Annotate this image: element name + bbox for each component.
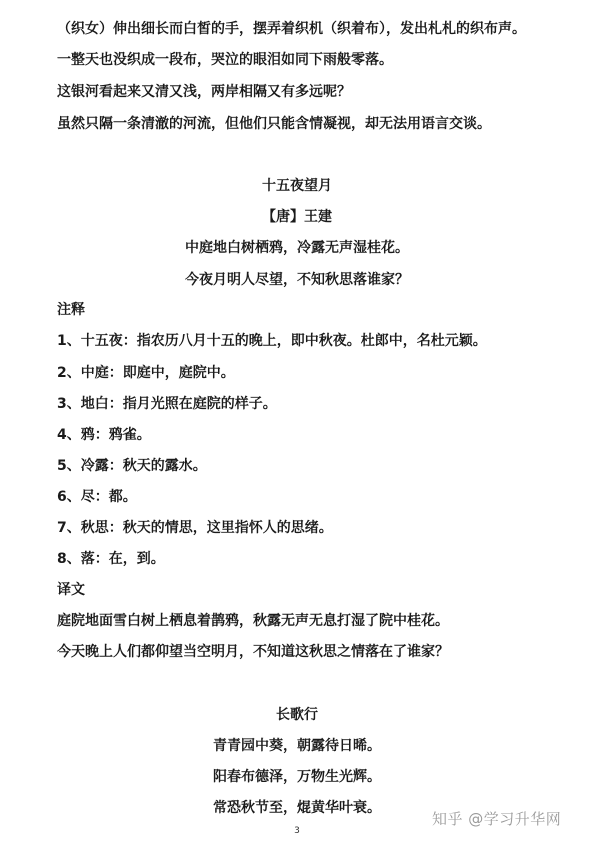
poem-verse: 青青园中葵，朝露待日晞。 xyxy=(213,738,381,754)
note-item: 3、地白：指月光照在庭院的样子。 xyxy=(57,396,277,412)
note-item: 4、鸦：鸦雀。 xyxy=(57,427,151,443)
intro-line: （织女）伸出细长而白皙的手，摆弄着织机（织着布），发出札札的织布声。 xyxy=(57,21,526,37)
poem-author: 【唐】王建 xyxy=(262,209,332,225)
page-number: 3 xyxy=(294,826,300,836)
intro-line: 虽然只隔一条清澈的河流，但他们只能含情凝视，却无法用语言交谈。 xyxy=(57,116,491,132)
poem-title: 长歌行 xyxy=(276,707,318,723)
intro-line: 这银河看起来又清又浅，两岸相隔又有多远呢？ xyxy=(57,84,351,100)
poem-verse: 中庭地白树栖鸦，冷露无声湿桂花。 xyxy=(185,240,409,256)
note-item: 2、中庭：即庭中，庭院中。 xyxy=(57,365,235,381)
poem-verse: 阳春布德泽，万物生光辉。 xyxy=(213,769,381,785)
watermark: 知乎 @学习升华网 xyxy=(432,810,562,828)
poem-verse: 今夜月明人尽望，不知秋思落谁家？ xyxy=(185,272,409,288)
translation-heading: 译文 xyxy=(57,582,85,598)
note-item: 5、冷露：秋天的露水。 xyxy=(57,458,207,474)
intro-line: 一整天也没织成一段布，哭泣的眼泪如同下雨般零落。 xyxy=(57,52,393,68)
note-item: 6、尽：都。 xyxy=(57,489,137,505)
poem-title: 十五夜望月 xyxy=(262,178,332,194)
note-item: 7、秋思：秋天的情思，这里指怀人的思绪。 xyxy=(57,520,333,536)
translation-line: 今天晚上人们都仰望当空明月，不知道这秋思之情落在了谁家？ xyxy=(57,644,449,660)
note-item: 8、落：在，到。 xyxy=(57,551,165,567)
notes-heading: 注释 xyxy=(57,302,85,318)
poem-verse: 常恐秋节至，焜黄华叶衰。 xyxy=(213,800,381,816)
note-item: 1、十五夜：指农历八月十五的晚上，即中秋夜。杜郎中，名杜元颖。 xyxy=(57,333,487,349)
translation-line: 庭院地面雪白树上栖息着鹊鸦，秋露无声无息打湿了院中桂花。 xyxy=(57,613,449,629)
